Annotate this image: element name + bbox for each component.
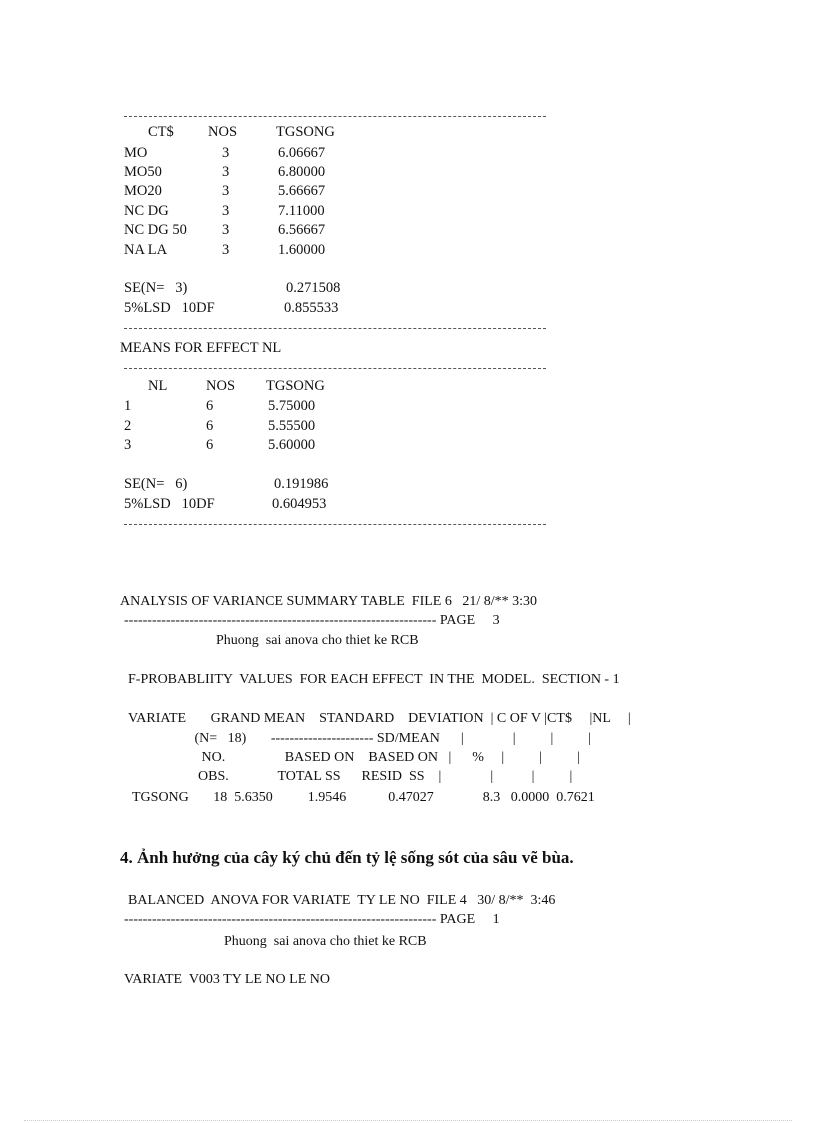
ct-row-value: 6.80000 xyxy=(278,164,326,180)
anova-col-header-2: (N= 18) ---------------------- SD/MEAN | | | | xyxy=(128,731,592,746)
nl-row-nos: 6 xyxy=(206,398,214,414)
rule xyxy=(124,368,546,369)
ct-row-nos: 3 xyxy=(222,203,230,219)
ct-row-label: NA LA xyxy=(124,242,168,258)
ct-row-nos: 3 xyxy=(222,242,230,258)
nl-lsd-value: 0.604953 xyxy=(272,496,327,512)
ct-row-label: MO50 xyxy=(124,164,162,180)
anova-col-header-3: NO. BASED ON BASED ON | % | | | xyxy=(128,750,580,765)
ct-row-nos: 3 xyxy=(222,145,230,161)
nl-row-nos: 6 xyxy=(206,418,214,434)
balanced-anova-subtitle: Phuong sai anova cho thiet ke RCB xyxy=(224,934,427,949)
nl-lsd-label: 5%LSD 10DF xyxy=(124,496,215,512)
rule xyxy=(124,116,546,117)
anova-col-header-1: VARIATE GRAND MEAN STANDARD DEVIATION | C OF V |CT$ |NL | xyxy=(128,711,631,726)
ct-row-value: 5.66667 xyxy=(278,183,326,199)
nl-row-label: 2 xyxy=(124,418,132,434)
anova-data-row: TGSONG 18 5.6350 1.9546 0.47027 8.3 0.0000 0.7621 xyxy=(132,790,595,805)
nl-row-value: 5.60000 xyxy=(268,437,316,453)
anova-summary-subtitle: Phuong sai anova cho thiet ke RCB xyxy=(216,633,419,648)
ct-row-value: 1.60000 xyxy=(278,242,326,258)
ct-row-label: NC DG xyxy=(124,203,169,219)
ct-row-value: 7.11000 xyxy=(278,203,325,219)
ct-row-value: 6.56667 xyxy=(278,222,326,238)
nl-row-value: 5.55500 xyxy=(268,418,316,434)
ct-row-nos: 3 xyxy=(222,164,230,180)
nl-header-c1: NL xyxy=(148,378,168,394)
nl-header-c3: TGSONG xyxy=(266,378,325,394)
ct-se-label: SE(N= 3) xyxy=(124,280,188,296)
variate-line: VARIATE V003 TY LE NO LE NO xyxy=(124,972,330,987)
anova-summary-page-line: ------------------------------------------------------------------- PAGE 3 xyxy=(124,613,500,628)
ct-header-c2: NOS xyxy=(208,124,238,140)
rule xyxy=(124,524,546,525)
page-edge-rule xyxy=(24,1120,792,1121)
anova-col-header-4: OBS. TOTAL SS RESID SS | | | | xyxy=(128,769,573,784)
ct-row-nos: 3 xyxy=(222,222,230,238)
ct-se-value: 0.271508 xyxy=(286,280,341,296)
ct-header-c1: CT$ xyxy=(148,124,174,140)
nl-section-title: MEANS FOR EFFECT NL xyxy=(120,340,282,356)
rule xyxy=(124,328,546,329)
balanced-anova-title: BALANCED ANOVA FOR VARIATE TY LE NO FILE 4 30/ 8/** 3:46 xyxy=(128,893,556,908)
nl-header-c2: NOS xyxy=(206,378,236,394)
nl-row-nos: 6 xyxy=(206,437,214,453)
ct-lsd-value: 0.855533 xyxy=(284,300,339,316)
nl-row-label: 1 xyxy=(124,398,132,414)
fprob-line: F-PROBABLIITY VALUES FOR EACH EFFECT IN THE MODEL. SECTION - 1 xyxy=(128,672,620,687)
nl-se-label: SE(N= 6) xyxy=(124,476,188,492)
section-heading: 4. Ảnh hưởng của cây ký chủ đến tỷ lệ sống sót của sâu vẽ bùa. xyxy=(120,848,574,867)
ct-row-nos: 3 xyxy=(222,183,230,199)
balanced-anova-page-line: ------------------------------------------------------------------- PAGE 1 xyxy=(124,912,500,927)
ct-header-c3: TGSONG xyxy=(276,124,335,140)
nl-se-value: 0.191986 xyxy=(274,476,329,492)
ct-row-label: MO xyxy=(124,145,148,161)
nl-row-label: 3 xyxy=(124,437,132,453)
ct-row-label: MO20 xyxy=(124,183,162,199)
anova-summary-title: ANALYSIS OF VARIANCE SUMMARY TABLE FILE 6 21/ 8/** 3:30 xyxy=(120,594,538,609)
nl-row-value: 5.75000 xyxy=(268,398,316,414)
ct-row-value: 6.06667 xyxy=(278,145,326,161)
ct-lsd-label: 5%LSD 10DF xyxy=(124,300,215,316)
ct-row-label: NC DG 50 xyxy=(124,222,187,238)
